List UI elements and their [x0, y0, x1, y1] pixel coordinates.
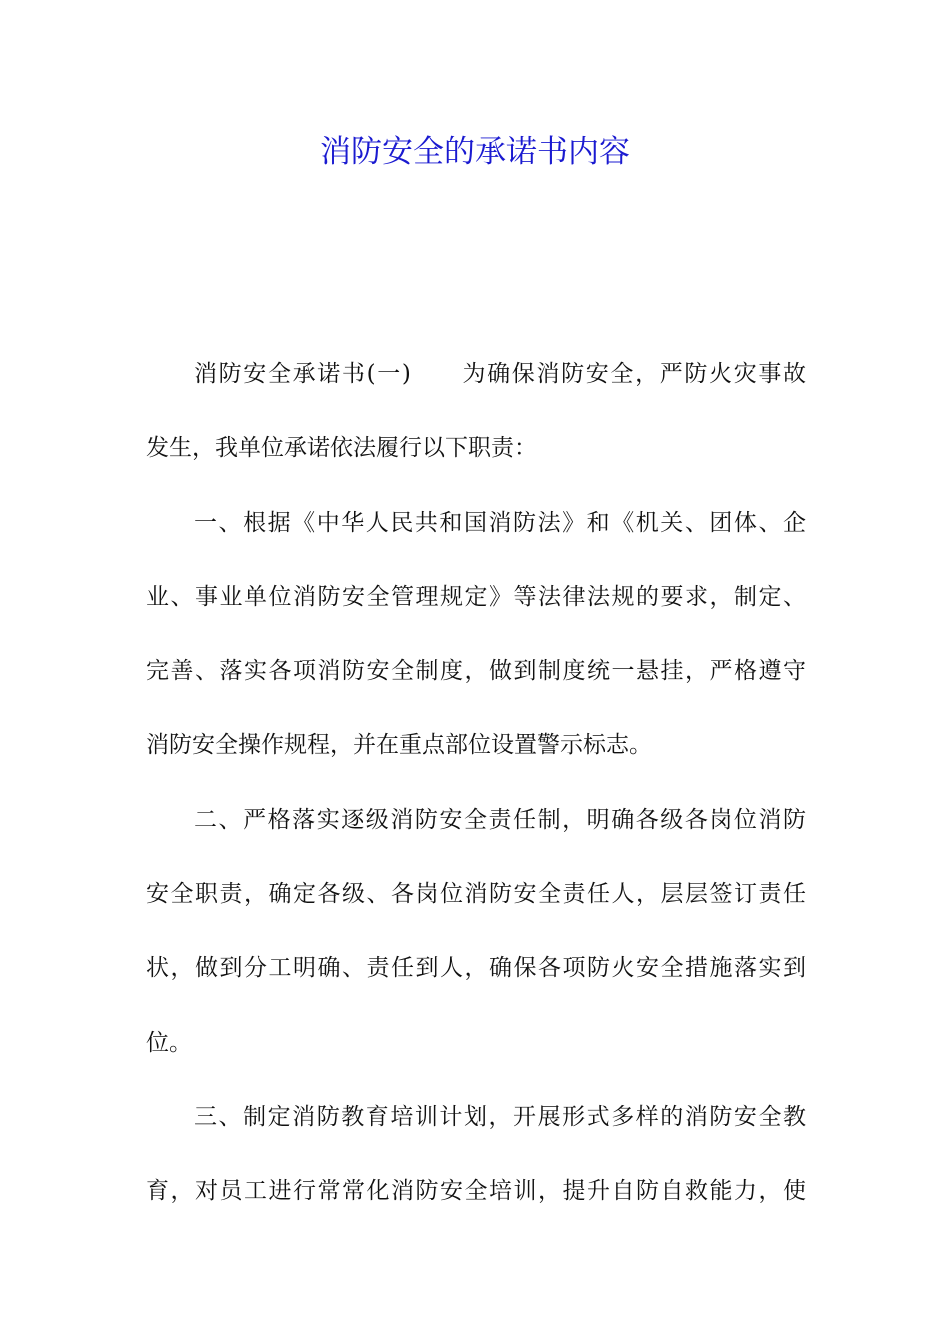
paragraph-line: 三、制定消防教育培训计划，开展形式多样的消防安全教 — [194, 1103, 806, 1130]
paragraph-line: 安全职责，确定各级、各岗位消防安全责任人，层层签订责任 — [146, 881, 806, 908]
paragraph-text: 为确保消防安全，严防火灾事故 — [460, 361, 807, 387]
document-title: 消防安全的承诺书内容 — [320, 134, 630, 170]
paragraph-line: 二、严格落实逐级消防安全责任制，明确各级各岗位消防 — [194, 806, 806, 833]
paragraph-line: 育，对员工进行常常化消防安全培训，提升自防自救能力，使 — [146, 1178, 806, 1205]
paragraph-line: 消防安全操作规程，并在重点部位设置警示标志。 — [146, 732, 652, 759]
paragraph-line: 业、事业单位消防安全管理规定》等法律法规的要求，制定、 — [146, 583, 806, 610]
paragraph-line: 位。 — [146, 1029, 192, 1056]
paragraph-line: 发生，我单位承诺依法履行以下职责： — [146, 435, 537, 462]
document-body — [146, 337, 806, 1229]
paragraph-line — [146, 337, 806, 411]
letter-heading: 消防安全承诺书(一) — [194, 361, 411, 387]
paragraph-line: 完善、落实各项消防安全制度，做到制度统一悬挂，严格遵守 — [146, 658, 806, 685]
paragraph-line: 一、根据《中华人民共和国消防法》和《机关、团体、企 — [194, 509, 806, 536]
paragraph-line: 状，做到分工明确、责任到人，确保各项防火安全措施落实到 — [146, 955, 806, 982]
